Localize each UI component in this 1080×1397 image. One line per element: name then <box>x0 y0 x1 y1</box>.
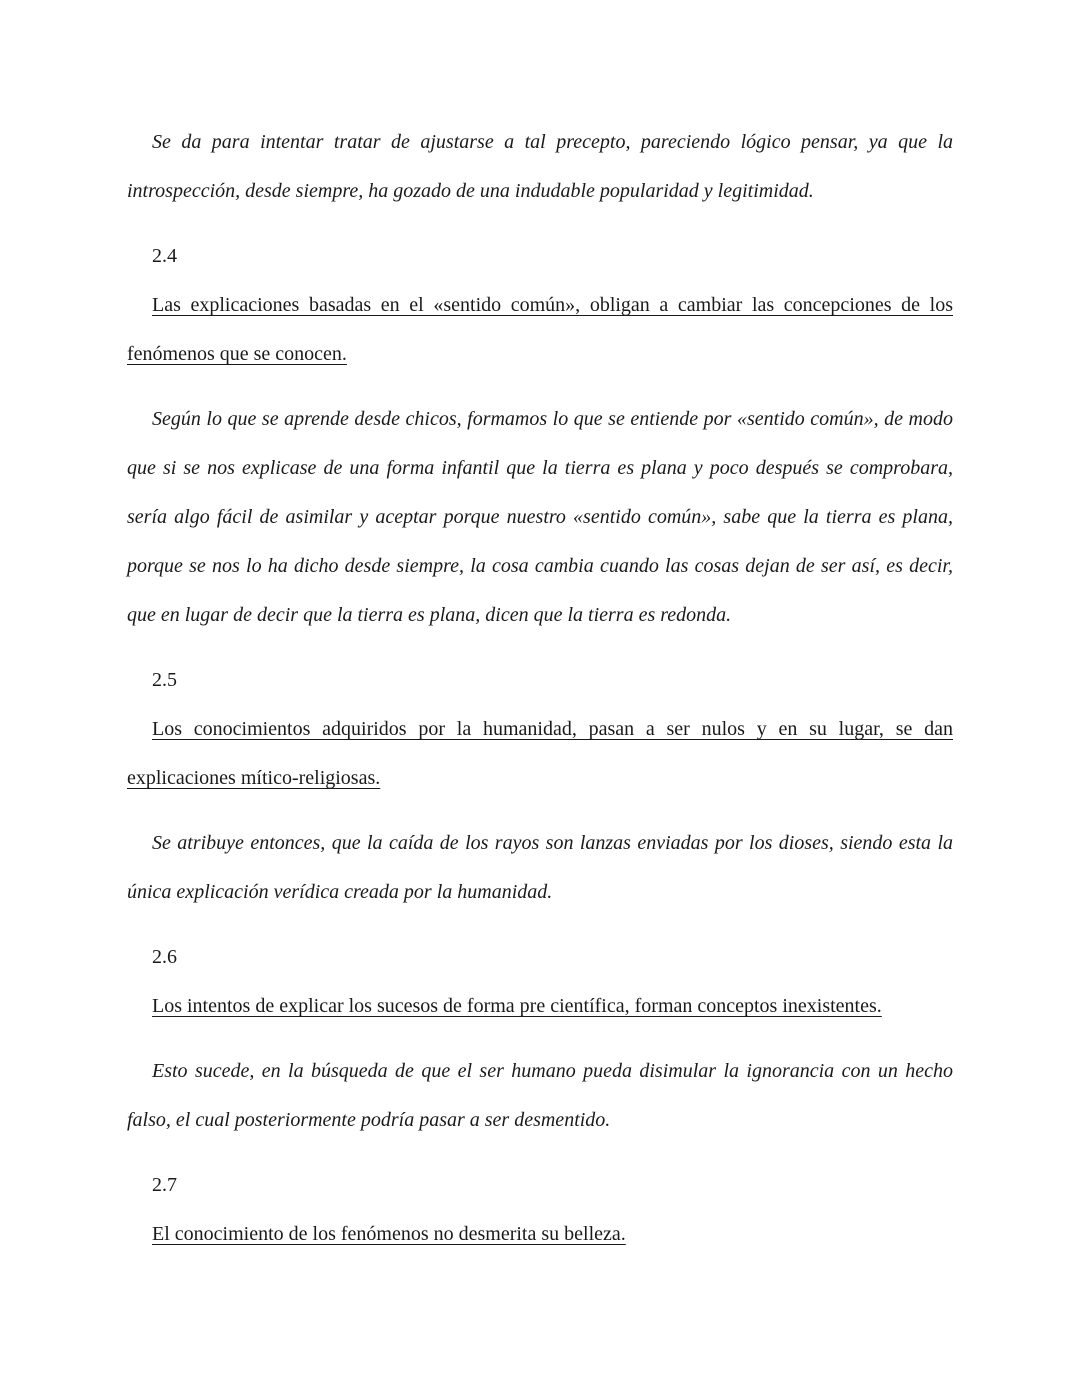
paragraph-intro: Se da para intentar tratar de ajustarse a tal precepto, pareciendo lógico pensar, ya que la introspección, desde siempre, ha gozado de una indudable popularidad y legitimidad. <box>127 131 953 202</box>
section-number-2-5: 2.5 <box>152 669 177 691</box>
section-number-2-7: 2.7 <box>152 1174 177 1196</box>
section-title-2-4: Las explicaciones basadas en el «sentido común», obligan a cambiar las concepciones de los fenómenos que se conocen. <box>127 294 953 365</box>
section-title-2-7: El conocimiento de los fenómenos no desmerita su belleza. <box>152 1223 626 1245</box>
section-number-2-4: 2.4 <box>152 245 177 267</box>
section-body-2-6: Esto sucede, en la búsqueda de que el ser humano pueda disimular la ignorancia con un hecho falso, el cual posteriormente podría pasar a ser desmentido. <box>127 1060 953 1131</box>
document-page <box>127 118 953 1259</box>
section-title-2-5: Los conocimientos adquiridos por la humanidad, pasan a ser nulos y en su lugar, se dan explicaciones mítico-religiosas. <box>127 718 953 789</box>
section-body-2-4: Según lo que se aprende desde chicos, formamos lo que se entiende por «sentido común», de modo que si se nos explicase de una forma infantil que la tierra es plana y poco después se comprobara, sería algo fácil de asimilar y aceptar porque nuestro «sentido común», sabe que la tierra es plana, porque se nos lo ha dicho desde siempre, la cosa cambia cuando las cosas dejan de ser así, es decir, que en lugar de decir que la tierra es plana, dicen que la tierra es redonda. <box>127 408 953 626</box>
section-number-2-6: 2.6 <box>152 946 177 968</box>
section-title-2-6: Los intentos de explicar los sucesos de forma pre científica, forman conceptos inexistentes. <box>152 995 882 1017</box>
section-body-2-5: Se atribuye entonces, que la caída de los rayos son lanzas enviadas por los dioses, siendo esta la única explicación verídica creada por la humanidad. <box>127 832 953 903</box>
